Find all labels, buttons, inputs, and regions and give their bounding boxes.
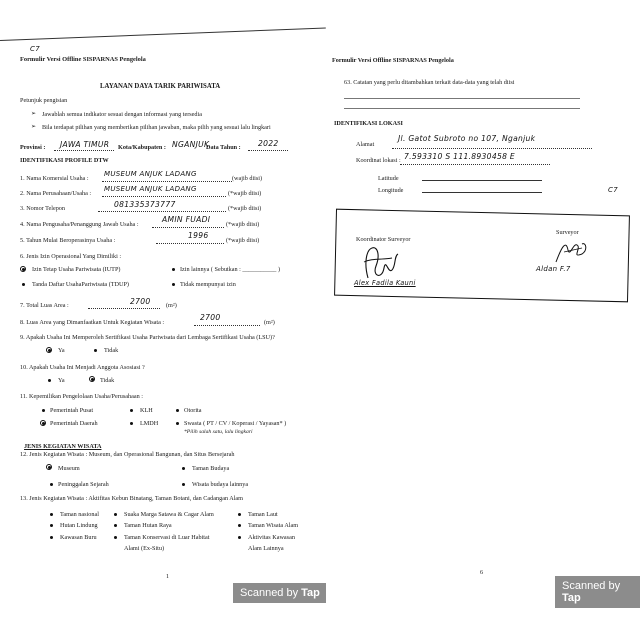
field-note: (*wajib diisi) [228,190,262,197]
instruction-2: Bila terdapat pilihan yang memberikan pilihan jawaban, maka pilih yang sesuai lalu lingkari [42,124,271,131]
field-value: 081335373777 [114,200,176,209]
q6-option: Tanda Daftar UsahaPariwisata (TDUP) [32,281,129,288]
q7-line [88,308,160,309]
surveyor-label: Surveyor [556,229,579,236]
section-title: LAYANAN DAYA TARIK PARIWISATA [100,83,221,90]
field-note: (*wajib diisi) [226,221,260,228]
bullet-icon [48,466,51,469]
koordinator-name: Alex Fadila Kauni [354,279,416,287]
form-title: Formulir Versi Offline SISPARNAS Pengelola [20,56,146,63]
field-value: AMIN FUADI [162,215,211,224]
q13-option: Suaka Marga Satawa & Cagar Alam [124,511,214,518]
field-line [102,196,226,197]
kota-label: Kota/Kabupaten : [118,144,166,151]
bullet-icon [50,524,53,527]
koordinator-label: Koordinator Surveyor [356,236,411,243]
field-label: 3. Nomor Telepon [20,205,65,212]
bullet-icon [130,409,133,412]
instruction-1: Jawablah semua indikator sesuai dengan informasi yang tersedia [42,111,202,118]
field-label: 5. Tahun Mulai Beroperasinya Usaha : [20,237,116,244]
corner-mark: C7 [30,45,40,53]
bullet-icon [238,524,241,527]
alamat-label: Alamat [356,141,375,148]
q12-label: 12. Jenis Kegiatan Wisata : Museum, dan Operasional Bangunan, dan Situs Bersejarah [20,451,235,458]
koordinat-label: Koordinat lokasi : [356,157,401,164]
alamat-line [392,148,592,149]
q13-option: Kawasan Buru [60,534,97,541]
q6-option: Izin lainnya ( Sebutkan : ___________ ) [180,266,281,273]
scan-watermark [555,576,640,608]
koordinat-value: 7.593310 S 111.8930458 E [404,152,516,161]
q63-label: 63. Catatan yang perlu ditambahkan terkait data-data yang telah diisi [344,79,515,86]
provinsi-label: Provinsi : [20,144,46,151]
q11-option: Swasta ( PT / CV / Koperasi / Yayasan* ) [184,420,287,427]
q7-value: 2700 [130,297,151,306]
q12-option: Wisata budaya lainnya [192,481,249,488]
bullet-icon [176,422,179,425]
bullet-icon [114,536,117,539]
q13-option: Taman nasional [60,511,99,518]
q11-label: 11. Kepemilikan Pengelolaan Usaha/Perusahaan : [20,393,143,400]
tahun-value: 2022 [258,139,279,148]
q9-option: Tidak [104,347,119,354]
q9-option: Ya [58,347,65,354]
bullet-icon [172,283,175,286]
q7-unit: (m²) [166,302,177,309]
q12-option: Museum [58,465,80,472]
scan-edge-line [0,27,326,41]
q13-option: Alam Lainnya [248,545,284,552]
tahun-label: Data Tahun : [206,144,241,151]
field-value: 1996 [188,231,209,240]
kota-value: NGANJUK [172,140,210,149]
field-note: (*wajib diisi) [228,205,262,212]
field-label: 1. Nama Komersial Usaha : [20,175,89,182]
q7-label: 7. Total Luas Area : [20,302,69,309]
field-value: MUSEUM ANJUK LADANG [104,170,197,178]
q13-option: Alami (Ex-Situ) [124,545,165,552]
q13-option: Taman Konservasi di Luar Habitat [124,534,210,541]
q11-note: *Pilih salah satu, lalu lingkari [184,429,253,435]
location-heading: IDENTIFIKASI LOKASI [334,120,403,127]
scan-watermark [233,583,326,603]
q11-option: Otorita [184,407,202,414]
bullet-icon [42,422,45,425]
field-value: MUSEUM ANJUK LADANG [104,185,197,193]
q13-option: Taman Hutan Raya [124,522,172,529]
q13-option: Taman Wisata Alam [248,522,299,529]
latitude-label: Latitude [378,175,399,182]
latitude-line [422,180,542,181]
bullet-icon [172,268,175,271]
corner-mark: C7 [608,186,618,194]
q13-option: Taman Laut [248,511,278,518]
bullet-icon [238,513,241,516]
q6-option: Izin Tetap Usaha Pariwisata (IUTP) [32,266,121,273]
bullet-icon [176,409,179,412]
q13-option: Hutan Lindung [60,522,98,529]
bullet-icon [22,268,25,271]
bullet-icon [130,422,133,425]
provinsi-line [54,150,114,151]
bullet-icon [91,378,94,381]
bullet-icon [94,349,97,352]
q12-option: Peninggalan Sejarah [58,481,109,488]
q10-option: Tidak [100,377,115,384]
bullet-icon [114,524,117,527]
q13-label: 13. Jenis Kegiatan Wisata : Aktifitas Kebun Binatang, Taman Botani, dan Cadangan Alam [20,495,243,502]
bullet-icon [42,409,45,412]
q11-option: KLH [140,407,153,414]
q11-option: Pemerintah Daerah [50,420,98,427]
arrow-icon: ➢ [31,111,37,117]
q6-option: Tidak mempunyai izin [180,281,236,288]
field-line [156,243,224,244]
alamat-value: Jl. Gatot Subroto no 107, Nganjuk [398,134,536,143]
bullet-icon [182,467,185,470]
activities-heading: JENIS KEGIATAN WISATA [24,443,102,450]
field-note: (wajib diisi) [232,175,263,182]
instructions-label: Petunjuk pengisian [20,97,68,104]
scan-app-name: Tap [562,592,581,604]
notes-line [344,98,580,99]
q10-option: Ya [58,377,65,384]
q9-label: 9. Apakah Usaha Ini Memperoleh Sertifikasi Usaha Pariwisata dari Lembaga Sertifikasi Usaha (LSU)? [20,334,275,341]
q8-value: 2700 [200,313,221,322]
right-page [326,0,640,640]
koordinat-line [400,164,550,165]
provinsi-value: JAWA TIMUR [60,140,110,149]
longitude-label: Longitude [378,187,404,194]
page-number: 1 [166,573,170,580]
bullet-icon [238,536,241,539]
q8-unit: (m²) [264,319,275,326]
field-line [152,227,224,228]
q8-line [194,325,260,326]
scan-app-name: Tap [301,587,320,599]
bullet-icon [182,483,185,486]
q11-option: LMDH [140,420,159,427]
q6-label: 6. Jenis Izin Operasional Yang Dimiliki : [20,253,122,260]
bullet-icon [114,513,117,516]
page-number: 6 [480,569,484,576]
q10-label: 10. Apakah Usaha Ini Menjadi Anggota Asosiasi ? [20,364,145,371]
tahun-line [248,150,288,151]
signature-box [334,209,630,303]
bullet-icon [48,349,51,352]
field-label: 4. Nama Pengusaha/Penanggung Jawab Usaha : [20,221,139,228]
bullet-icon [50,513,53,516]
arrow-icon: ➢ [31,124,37,130]
field-note: (*wajib diisi) [226,237,260,244]
q13-option: Aktivitas Kawasan [248,534,295,541]
scan-prefix: Scanned by [240,587,302,599]
form-title: Formulir Versi Offline SISPARNAS Pengelola [332,57,454,64]
bullet-icon [48,379,51,382]
q8-label: 8. Luas Area yang Dimanfaatkan Untuk Kegiatan Wisata : [20,319,165,326]
notes-line [344,108,580,109]
profile-heading: IDENTIFIKASI PROFILE DTW [20,157,109,164]
field-line [98,211,226,212]
surveyor-name: Aldan F.7 [536,265,571,273]
field-line [102,181,232,182]
bullet-icon [50,536,53,539]
q12-option: Taman Budaya [192,465,230,472]
scan-prefix: Scanned by [562,580,621,592]
bullet-icon [22,283,25,286]
field-label: 2. Nama Perusahaan/Usaha : [20,190,92,197]
bullet-icon [50,483,53,486]
q11-option: Pemerintah Pusat [50,407,94,414]
longitude-line [422,192,542,193]
